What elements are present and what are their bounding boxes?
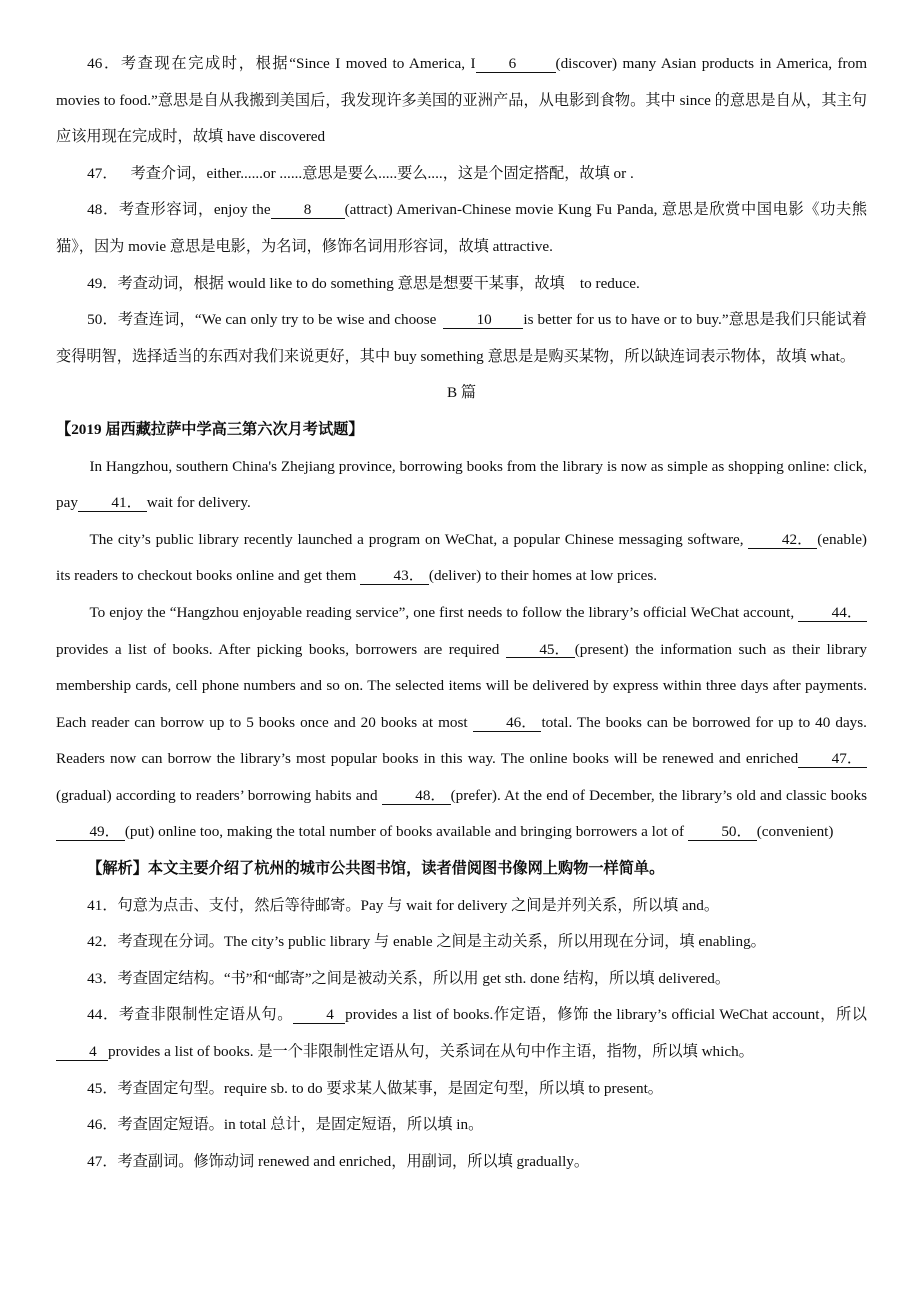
answer-blank-6: 6 [476,56,556,73]
item-number: 49． [87,274,118,292]
exam-source-line: 【2019 届西藏拉萨中学高三第六次月考试题】 [56,420,364,438]
item-text-pre: 考查形容词，enjoy the [118,201,271,219]
item-text-pre: 考查连词，“We can only try to be wise and choose [117,311,437,329]
passage-blank-44: 44． [798,605,867,622]
item-text-post: is better for us to have or to buy.”意思是我们只能试着变得明智，选择适当的东西对我们来说更好，其中 buy something 意思是是购买某物，所以缺连词表示物体，故填 what。 [56,311,867,365]
passage-paragraph-2 [56,522,867,595]
answer-item-b-44 [56,997,867,1070]
item-text-pre: 考查动词，根据 would like to do something 意思是想要干某事，故填 to reduce. [117,274,640,292]
answer-item-50 [56,302,867,375]
passage-text: total. The books can be borrowed for up to 40 days. Readers now can borrow the library’s most popular books in this way. The online books will be renewed and enriched [56,713,867,768]
item-text-post2: provides a list of books. 是一个非限制性定语从句，关系词在从句中作主语，指物，所以填 which。 [108,1043,754,1061]
item-number: 47． [87,164,118,182]
answer-blank-4a: 4 [293,1007,345,1024]
passage-text: (convenient) [756,823,834,841]
item-text-post: (attract) Amerivan-Chinese movie Kung Fu Panda, 意思是欣赏中国电影《功夫熊猫》，因为 movie 意思是电影，为名词，修饰名词用形容词，故填 attractive. [56,201,868,255]
passage-text: (prefer). At the end of December, the library’s old and classic books [450,786,867,804]
analysis-paragraph [56,851,867,888]
passage-text: (gradual) according to readers’ borrowing habits and [56,786,382,804]
analysis-label: 【解析】 [87,860,148,878]
answer-blank-10: 10 [443,312,523,329]
item-text-pre: 考查固定短语。in total 总计，是固定短语，所以填 in。 [117,1116,484,1134]
item-text-pre: 句意为点击、支付，然后等待邮寄。Pay 与 wait for delivery 之间是并列关系，所以填 and。 [117,896,720,914]
item-number: 45． [87,1079,118,1097]
item-number: 43． [87,969,118,987]
item-number: 42． [87,933,118,951]
answer-item-b-42 [56,924,867,961]
item-text-pre: 考查非限制性定语从句。 [118,1006,294,1024]
passage-text: (put) online too, making the total number of books available and bringing borrowers a lot of [124,823,688,841]
passage-blank-46: 46． [473,715,542,732]
item-text-pre: 考查副词。修饰动词 renewed and enriched，用副词，所以填 gradually。 [117,1152,590,1170]
answer-item-47 [56,156,867,193]
passage-blank-48: 48． [382,788,451,805]
answer-blank-8: 8 [271,202,345,219]
item-number: 48． [87,201,119,219]
item-text-pre: 考查介词，either......or ......意思是要么.....要么....，这是个固定搭配，故填 or . [130,164,634,182]
answer-item-49 [56,266,867,303]
item-text-post: provides a list of books.作定语，修饰 the library’s official WeChat account，所以 [345,1006,867,1024]
passage-text: The city’s public library recently launched a program on WeChat, a popular Chinese messaging software, [89,530,749,548]
item-number: 41． [87,896,118,914]
item-number: 50． [87,311,118,329]
passage-text: (present) the information such as their library membership cards, cell phone numbers and so on. The selected items will be delivered by express within three days after payments. Each reader can borrow up to 5 books once and 20 books at most [56,640,867,731]
passage-text: wait for delivery. [146,494,251,512]
passage-text: To enjoy the “Hangzhou enjoyable reading service”, one first needs to follow the library’s official WeChat account, [89,603,799,621]
item-text-pre: 考查现在分词。The city’s public library 与 enable 之间是主动关系，所以用现在分词，填 enabling。 [117,933,766,951]
item-number: 46． [87,1116,118,1134]
passage-blank-47: 47． [798,751,867,768]
passage-blank-41: 41． [78,495,147,512]
passage-paragraph-3 [56,595,867,851]
item-text-post: (discover) many Asian products in America, from movies to food.”意思是自从我搬到美国后，我发现许多美国的亚洲产品，从电影到食物。其中 since 的意思是自从，其主句应该用现在完成时，故填 have discovered [56,55,868,146]
answer-item-48 [56,192,867,265]
passage-blank-42: 42． [748,532,817,549]
passage-text: In Hangzhou, southern China's Zhejiang province, borrowing books from the library is now as simple as shopping online: click, pay [56,457,867,512]
passage-paragraph-1 [56,449,867,522]
section-b-heading: B 篇 [446,384,477,402]
item-number: 46． [87,55,121,72]
answer-item-b-47 [56,1144,867,1181]
answer-item-b-45 [56,1071,867,1108]
analysis-text: 本文主要介绍了杭州的城市公共图书馆，读者借阅图书像网上购物一样简单。 [147,860,665,878]
passage-blank-43: 43． [360,568,429,585]
item-text-pre: 考查固定结构。“书”和“邮寄”之间是被动关系，所以用 get sth. done 结构，所以填 delivered。 [117,969,731,987]
item-text-pre: 考查现在完成时，根据“Since I moved to America, I [120,55,476,72]
answer-blank-4b: 4 [56,1044,108,1061]
answer-item-46 [56,46,867,156]
passage-blank-49: 49． [56,824,125,841]
passage-blank-45: 45． [506,642,575,659]
answer-item-b-43 [56,961,867,998]
passage-text: (enable) its readers to checkout books online and get them [56,530,867,585]
item-number: 44． [87,1006,119,1024]
answer-item-b-41 [56,888,867,925]
passage-blank-50: 50． [688,824,757,841]
item-number: 47． [87,1152,118,1170]
passage-text: (deliver) to their homes at low prices. [428,567,658,585]
document-body [56,46,867,1180]
item-text-pre: 考查固定句型。require sb. to do 要求某人做某事，是固定句型，所以填 to present。 [117,1079,663,1097]
passage-text: provides a list of books. After picking books, borrowers are required [56,640,506,658]
answer-item-b-46 [56,1107,867,1144]
